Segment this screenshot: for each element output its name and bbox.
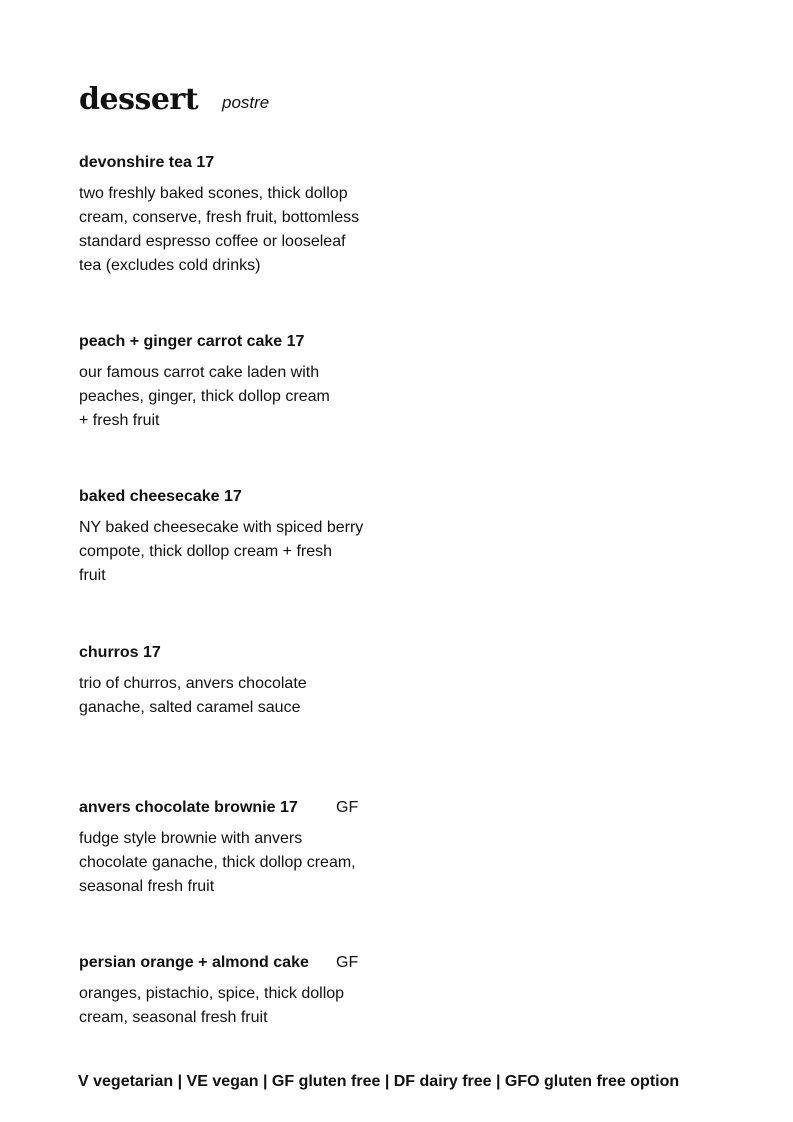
item-description-line: trio of churros, anvers chocolate <box>79 675 307 692</box>
item-name: churros 17 <box>79 644 161 661</box>
item-description-line: seasonal fresh fruit <box>79 878 215 895</box>
item-description-line: + fresh fruit <box>79 412 160 429</box>
item-description-line: oranges, pistachio, spice, thick dollop <box>79 985 345 1002</box>
item-description <box>79 516 409 588</box>
item-name: devonshire tea 17 <box>79 154 215 171</box>
menu-item <box>79 798 409 899</box>
item-name: peach + ginger carrot cake 17 <box>79 333 305 350</box>
item-description-line: cream, conserve, fresh fruit, bottomless <box>79 209 360 226</box>
item-name-row <box>79 798 409 818</box>
item-description-line: our famous carrot cake laden with <box>79 364 320 381</box>
item-name: persian orange + almond cake <box>79 954 309 971</box>
item-description <box>79 182 409 278</box>
item-description-line: fruit <box>79 567 106 584</box>
item-name: baked cheesecake 17 <box>79 488 242 505</box>
item-description-line: ganache, salted caramel sauce <box>79 699 301 716</box>
item-description <box>79 361 409 433</box>
item-name: anvers chocolate brownie 17 <box>79 799 298 816</box>
item-description-line: peaches, ginger, thick dollop cream <box>79 388 330 405</box>
page-subtitle: postre <box>222 93 270 112</box>
item-description-line: standard espresso coffee or looseleaf <box>79 233 346 250</box>
dietary-tag: GF <box>336 954 359 971</box>
menu-item <box>79 153 409 278</box>
item-description <box>79 827 409 899</box>
item-description <box>79 982 409 1030</box>
item-name-row <box>79 953 409 973</box>
menu-item <box>79 643 409 720</box>
menu-item <box>79 953 409 1030</box>
page-title: dessert <box>79 82 199 117</box>
dietary-legend: V vegetarian | VE vegan | GF gluten free | DF dairy free | GFO gluten free option <box>78 1073 680 1090</box>
item-description-line: cream, seasonal fresh fruit <box>79 1009 268 1026</box>
item-description-line: NY baked cheesecake with spiced berry <box>79 519 364 536</box>
item-description-line: tea (excludes cold drinks) <box>79 257 261 274</box>
item-description-line: chocolate ganache, thick dollop cream, <box>79 854 356 871</box>
menu-item <box>79 487 409 588</box>
item-description-line: two freshly baked scones, thick dollop <box>79 185 348 202</box>
dietary-tag: GF <box>336 799 359 816</box>
menu-item <box>79 332 409 433</box>
item-description <box>79 672 409 720</box>
item-description-line: compote, thick dollop cream + fresh <box>79 543 333 560</box>
item-description-line: fudge style brownie with anvers <box>79 830 303 847</box>
